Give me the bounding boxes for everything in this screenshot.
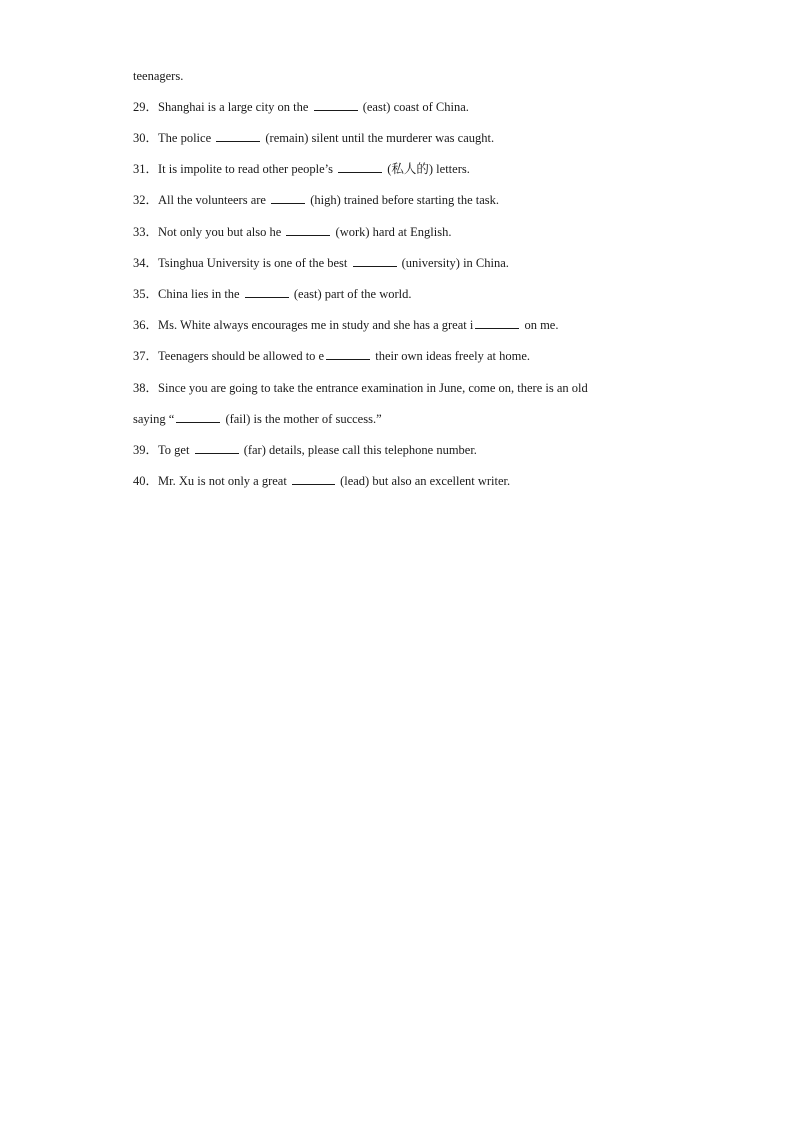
question-text-before: Not only you but also he: [158, 225, 285, 239]
question-text-before: Teenagers should be allowed to e: [158, 349, 325, 363]
answer-blank[interactable]: [326, 348, 370, 360]
question-text-before: All the volunteers are: [158, 193, 270, 207]
question-text-after: (work) hard at English.: [332, 225, 452, 239]
question-number: 31．: [133, 162, 159, 176]
question-36: [133, 317, 558, 333]
question-number: 29．: [133, 100, 159, 114]
question-31: [133, 161, 470, 177]
question-33: [133, 224, 451, 240]
answer-blank[interactable]: [286, 224, 330, 236]
question-text-after: (私人的) letters.: [384, 162, 470, 176]
answer-blank[interactable]: [338, 161, 382, 173]
question-number: 37．: [133, 349, 159, 363]
answer-blank[interactable]: [475, 317, 519, 329]
text-line-lead: [133, 68, 183, 84]
question-text-before: Mr. Xu is not only a great: [158, 474, 290, 488]
question-text-before: Ms. White always encourages me in study and she has a great i: [158, 318, 474, 332]
answer-blank[interactable]: [245, 286, 289, 298]
question-text-after: (remain) silent until the murderer was caught.: [262, 131, 495, 145]
question-text-before: saying “: [133, 412, 175, 426]
answer-blank[interactable]: [353, 255, 397, 267]
question-number: 32．: [133, 193, 159, 207]
question-30: [133, 130, 494, 146]
question-37: [133, 348, 530, 364]
question-text-before: To get: [158, 443, 193, 457]
question-text-after: on me.: [521, 318, 559, 332]
question-number: 36．: [133, 318, 159, 332]
lead-text: teenagers.: [133, 69, 184, 83]
answer-blank[interactable]: [216, 130, 260, 142]
question-number: 39．: [133, 443, 159, 457]
answer-blank[interactable]: [292, 473, 335, 485]
question-text-before: Since you are going to take the entrance examination in June, come on, there is an old: [158, 381, 588, 395]
question-32: [133, 192, 499, 208]
answer-blank[interactable]: [195, 442, 239, 454]
question-number: 38．: [133, 381, 159, 395]
question-35: [133, 286, 412, 302]
question-text-after: their own ideas freely at home.: [372, 349, 531, 363]
question-text-before: It is impolite to read other people’s: [158, 162, 337, 176]
question-number: 30．: [133, 131, 159, 145]
question-text-after: (lead) but also an excellent writer.: [336, 474, 511, 488]
answer-blank[interactable]: [271, 192, 305, 204]
question-number: 35．: [133, 287, 159, 301]
question-text-after: (east) coast of China.: [359, 100, 469, 114]
answer-blank[interactable]: [314, 99, 358, 111]
question-text-after: (fail) is the mother of success.”: [222, 412, 382, 426]
question-text-before: Shanghai is a large city on the: [158, 100, 312, 114]
question-text-before: China lies in the: [158, 287, 243, 301]
question-text-after: (east) part of the world.: [290, 287, 412, 301]
question-text-after: (university) in China.: [398, 256, 509, 270]
question-number: 34．: [133, 256, 159, 270]
question-text-after: (high) trained before starting the task.: [307, 193, 500, 207]
question-text-before: The police: [158, 131, 215, 145]
question-number: 33．: [133, 225, 159, 239]
question-number: 40．: [133, 474, 159, 488]
question-29: [133, 99, 469, 115]
question-text-after: (far) details, please call this telephone number.: [240, 443, 477, 457]
question-38-continued: [133, 411, 382, 427]
question-38: [133, 380, 588, 396]
question-40: [133, 473, 510, 489]
answer-blank[interactable]: [176, 411, 220, 423]
question-34: [133, 255, 509, 271]
question-text-before: Tsinghua University is one of the best: [158, 256, 351, 270]
question-39: [133, 442, 477, 458]
